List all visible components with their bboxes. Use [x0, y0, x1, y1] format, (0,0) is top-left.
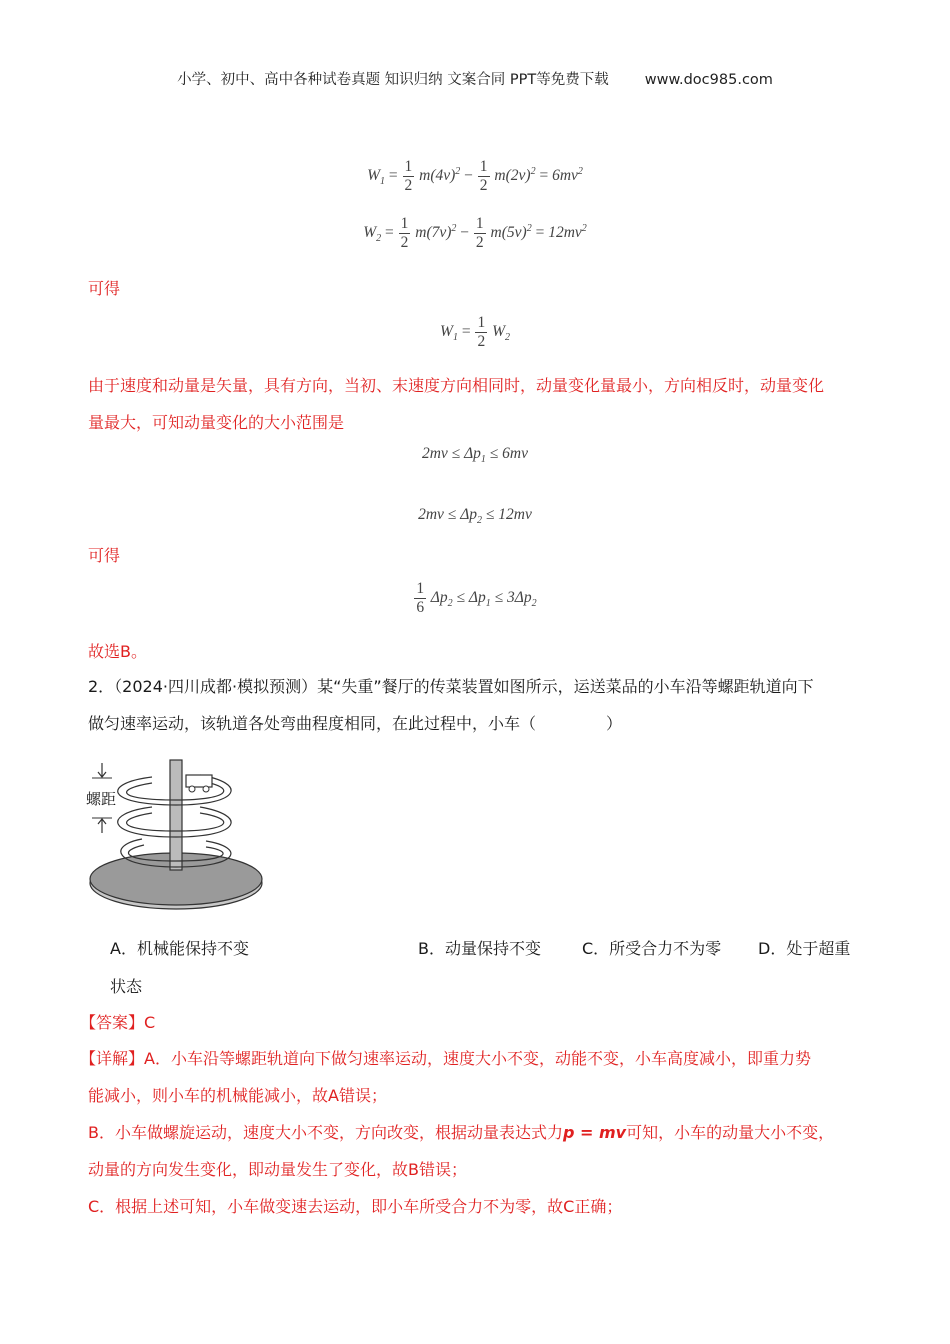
detail-b-line-1b: 可知，小车的动量大小不变， [626, 1123, 835, 1142]
detail-a-line-2: 能减小，则小车的机械能减小，故A错误； [88, 1086, 387, 1105]
reason-line-2: 量最大，可知动量变化的大小范围是 [88, 413, 345, 432]
detail-a-line-1: A．小车沿等螺距轨道向下做匀速率运动，速度大小不变，动能不变，小车高度减小，即重力势 [144, 1049, 811, 1068]
equation-w1: $W_1$ = $\frac{1}{2}$ $m(4v)^2$ − $\frac{1}{2}$ $m(2v)^2 = 6mv^2$ [367, 158, 583, 194]
text-reason [88, 367, 860, 441]
detail-b-line-1a: B．小车做螺旋运动，速度大小不变，方向改变，根据动量表达式力 [88, 1123, 563, 1142]
detail-a [80, 1040, 860, 1114]
question-line-2: 做匀速率运动，该轨道各处弯曲程度相同，在此过程中，小车（ ） [88, 714, 623, 733]
page-header [0, 68, 950, 89]
option-c[interactable]: C．所受合力不为零 [582, 939, 722, 958]
option-d-continued: 状态 [110, 977, 143, 996]
header-url[interactable]: www.doc985.com [644, 72, 773, 88]
detail-b [88, 1114, 860, 1188]
equation-range-2: $2mv \le \Delta p_2 \le 12mv$ [418, 506, 532, 527]
question-stem [88, 668, 860, 742]
answer-line [80, 1004, 852, 1041]
options-row [110, 936, 860, 966]
detail-c: C．根据上述可知，小车做变速去运动，即小车所受合力不为零，故C正确； [88, 1197, 623, 1216]
equation-w2: $W_2$ = $\frac{1}{2}$ $m(7v)^2$ − $\frac{1}{2}$ $m(5v)^2 = 12mv^2$ [363, 215, 587, 251]
option-d[interactable]: D．处于超重 [758, 939, 851, 958]
equation-ratio: $W_1$ = $\frac{1}{2}$ $W_2$ [440, 314, 510, 350]
detail-b-line-2: 动量的方向发生变化，即动量发生了变化，故B错误； [88, 1160, 467, 1179]
option-b[interactable]: B．动量保持不变 [418, 939, 541, 958]
detail-tag: 【详解】 [80, 1049, 145, 1068]
text-choose: 故选B。 [88, 642, 147, 661]
reason-line-1: 由于速度和动量是矢量，具有方向，当初、末速度方向相同时，动量变化量最小，方向相反时，动量变化 [88, 376, 825, 395]
text-kede-1: 可得 [88, 279, 121, 298]
figure-label-luoju: 螺距 [86, 790, 117, 808]
spiral-track-figure [82, 755, 272, 915]
question-line-1: 2．（2024·四川成都·模拟预测）某“失重”餐厅的传菜装置如图所示，运送菜品的小车沿等螺距轨道向下 [88, 677, 814, 696]
option-a[interactable]: A．机械能保持不变 [110, 939, 249, 958]
answer-value: C [144, 1013, 156, 1032]
equation-range-1: $2mv \le \Delta p_1 \le 6mv$ [421, 445, 529, 466]
equation-final: $\frac{1}{6}$ $\Delta p_2 \le \Delta p_1 \le 3\Delta p_2$ [416, 580, 537, 616]
header-text: 小学、初中、高中各种试卷真题 知识归纳 文案合同 PPT等免费下载 [177, 72, 609, 88]
answer-tag: 【答案】 [80, 1013, 145, 1032]
detail-b-formula: p = mv [562, 1123, 627, 1142]
text-kede-2: 可得 [88, 546, 121, 565]
